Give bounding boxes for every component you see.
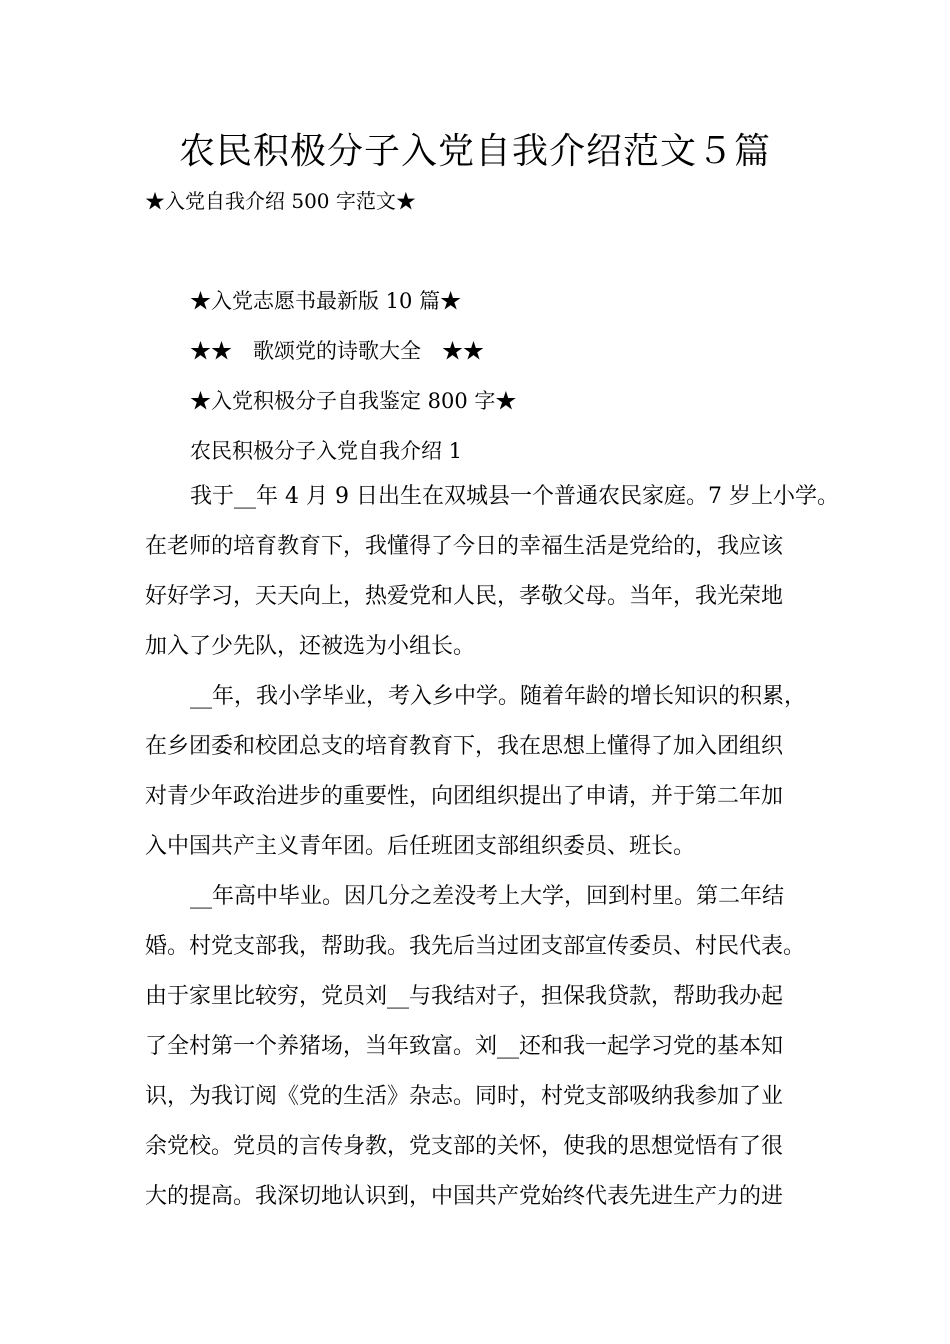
paragraph-line: 在老师的培育教育下，我懂得了今日的幸福生活是党给的，我应该 bbox=[145, 534, 784, 559]
paragraph-line: 余党校。党员的言传身教，党支部的关怀，使我的思想觉悟有了很 bbox=[145, 1134, 784, 1159]
paragraph-line: 加入了少先队，还被选为小组长。 bbox=[145, 634, 476, 659]
paragraph-line: 识，为我订阅《党的生活》杂志。同时，村党支部吸纳我参加了业 bbox=[145, 1084, 784, 1109]
section-heading: 农民积极分子入党自我介绍 1 bbox=[190, 439, 463, 463]
related-link-self-appraisal[interactable]: ★入党积极分子自我鉴定 800 字★ bbox=[190, 389, 517, 413]
paragraph-line: 大的提高。我深切地认识到，中国共产党始终代表先进生产力的进 bbox=[145, 1184, 784, 1209]
paragraph-line: 对青少年政治进步的重要性，向团组织提出了申请，并于第二年加 bbox=[145, 784, 784, 809]
paragraph-2 bbox=[145, 672, 835, 872]
paragraph-line: 好好学习，天天向上，热爱党和人民，孝敬父母。当年，我光荣地 bbox=[145, 584, 784, 609]
paragraph-3 bbox=[145, 872, 835, 1222]
paragraph-line: 在乡团委和校团总支的培育教育下，我在思想上懂得了加入团组织 bbox=[145, 734, 784, 759]
related-link-application[interactable]: ★入党志愿书最新版 10 篇★ bbox=[190, 289, 462, 313]
paragraph-line: 我于__年 4 月 9 日出生在双城县一个普通农民家庭。7 岁上小学。 bbox=[190, 484, 839, 509]
paragraph-line: __年高中毕业。因几分之差没考上大学，回到村里。第二年结 bbox=[190, 884, 785, 909]
paragraph-line: __年，我小学毕业，考入乡中学。随着年龄的增长知识的积累， bbox=[190, 684, 807, 709]
related-link-poems[interactable]: ★★ 歌颂党的诗歌大全 ★★ bbox=[190, 339, 484, 363]
document-body bbox=[145, 472, 839, 1222]
related-link-subtitle[interactable]: ★入党自我介绍 500 字范文★ bbox=[145, 189, 416, 213]
paragraph-line: 了全村第一个养猪场，当年致富。刘__还和我一起学习党的基本知 bbox=[145, 1034, 784, 1059]
document-title: 农民积极分子入党自我介绍范文５篇 bbox=[178, 131, 771, 172]
paragraph-1 bbox=[145, 472, 839, 672]
paragraph-line: 婚。村党支部我，帮助我。我先后当过团支部宣传委员、村民代表。 bbox=[145, 934, 806, 959]
paragraph-line: 入中国共产主义青年团。后任班团支部组织委员、班长。 bbox=[145, 834, 696, 859]
paragraph-line: 由于家里比较穷，党员刘__与我结对子，担保我贷款，帮助我办起 bbox=[145, 984, 784, 1009]
